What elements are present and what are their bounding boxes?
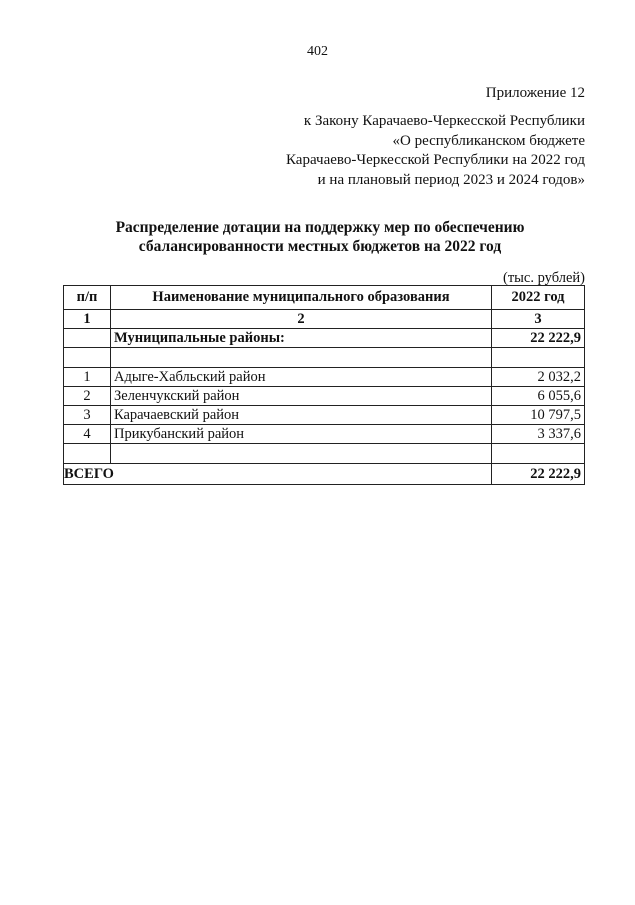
table-row — [64, 425, 585, 444]
title-line: сбалансированности местных бюджетов на 2022 год — [138, 238, 502, 255]
column-number: 2 — [111, 310, 492, 329]
table-row — [64, 387, 585, 406]
page-number: 402 — [307, 44, 328, 59]
total-row — [64, 464, 585, 485]
appendix-line: к Закону Карачаево-Черкесской Республики — [303, 113, 585, 129]
empty-cell — [64, 329, 111, 348]
column-number: 1 — [64, 310, 111, 329]
subsidy-table — [63, 285, 585, 485]
header-cell: Наименование муниципального образования — [111, 286, 492, 310]
empty-row — [64, 444, 585, 464]
appendix-line: Карачаево-Черкесской Республики на 2022 год — [286, 152, 585, 168]
header-cell: 2022 год — [492, 286, 585, 310]
row-name: Зеленчукский район — [111, 387, 492, 406]
group-row — [64, 329, 585, 348]
appendix-line: и на плановый период 2023 и 2024 годов» — [317, 171, 585, 188]
table-row — [64, 406, 585, 425]
table-row — [64, 368, 585, 387]
header-cell: п/п — [64, 286, 111, 310]
units-note: (тыс. рублей) — [503, 270, 585, 286]
row-number: 2 — [64, 387, 111, 406]
row-value: 6 055,6 — [492, 387, 585, 406]
row-number: 3 — [64, 406, 111, 425]
total-label: ВСЕГО — [64, 464, 492, 485]
empty-row — [64, 348, 585, 368]
group-label: Муниципальные районы: — [111, 329, 492, 348]
row-value: 3 337,6 — [492, 425, 585, 444]
table-header-row — [64, 286, 585, 310]
appendix-line: «О республиканском бюджете — [392, 132, 585, 149]
column-number: 3 — [492, 310, 585, 329]
group-value: 22 222,9 — [492, 329, 585, 348]
total-value: 22 222,9 — [492, 464, 585, 485]
row-name: Прикубанский район — [111, 425, 492, 444]
row-value: 2 032,2 — [492, 368, 585, 387]
row-number: 1 — [64, 368, 111, 387]
row-name: Адыге-Хабльский район — [111, 368, 492, 387]
row-number: 4 — [64, 425, 111, 444]
title-line: Распределение дотации на поддержку мер по обеспечению — [115, 219, 525, 236]
appendix-label: Приложение 12 — [485, 85, 585, 101]
document-title — [60, 218, 580, 256]
row-name: Карачаевский район — [111, 406, 492, 425]
column-number-row — [64, 310, 585, 329]
row-value: 10 797,5 — [492, 406, 585, 425]
appendix-reference — [286, 112, 585, 190]
